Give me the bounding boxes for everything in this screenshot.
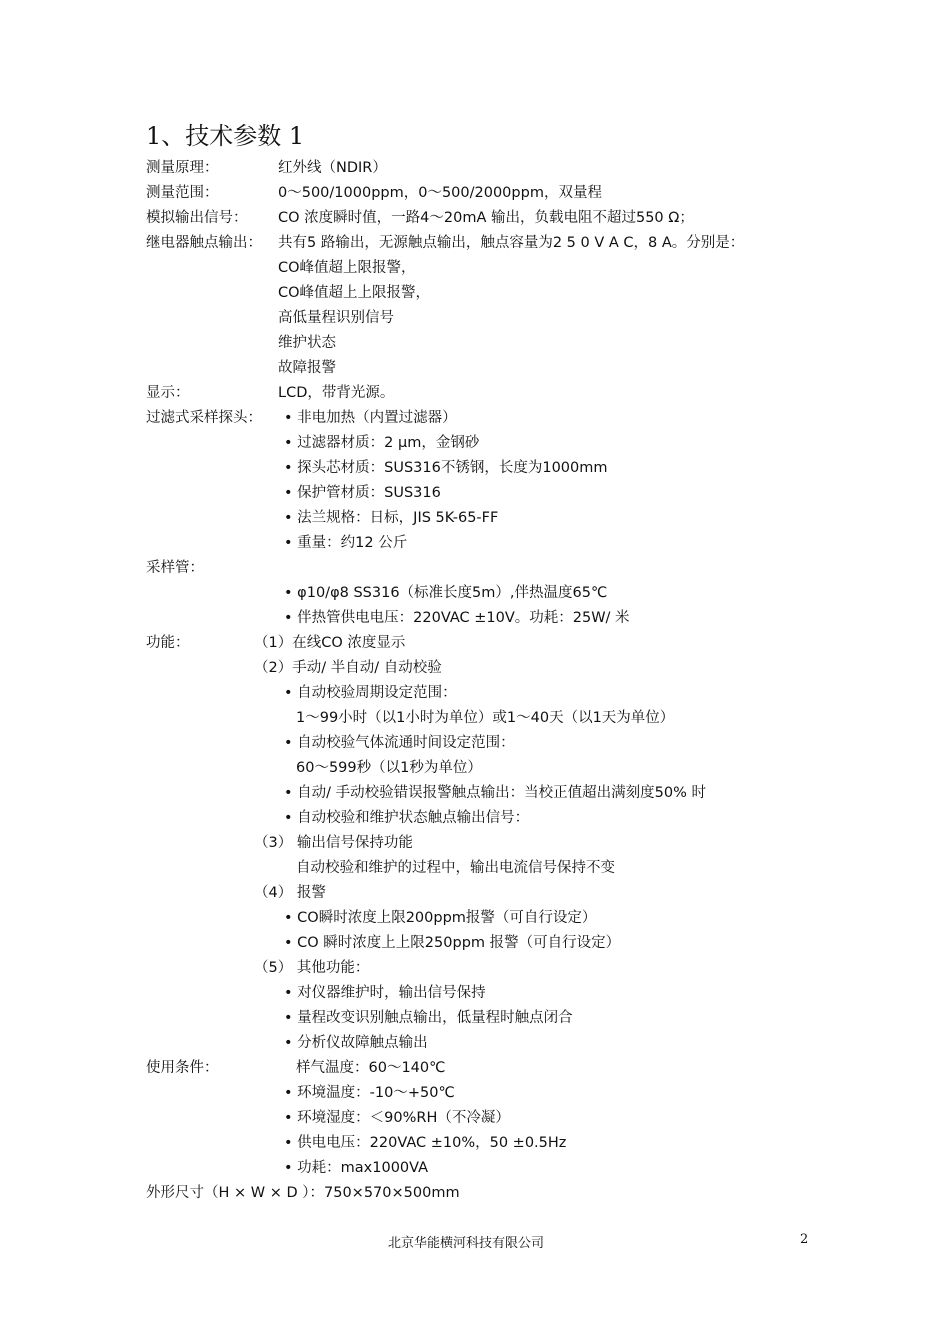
footer-company: 北京华能横河科技有限公司 (388, 1236, 545, 1251)
text-line: （5） 其他功能： (254, 960, 370, 976)
text-line: • 保护管材质：SUS316 (284, 485, 441, 501)
text-line: • φ10/φ8 SS316（标准长度5m）,伴热温度65℃ (284, 585, 608, 601)
text-line: • 量程改变识别触点输出，低量程时触点闭合 (284, 1010, 573, 1026)
text-line: • 环境温度：-10～+50℃ (284, 1085, 455, 1101)
text-line: 过滤式采样探头： (146, 410, 262, 426)
text-line: 高低量程识别信号 (278, 310, 394, 326)
text-line: • 自动校验周期设定范围： (284, 685, 457, 701)
text-line: • 供电电压：220VAC ±10%，50 ±0.5Hz (284, 1135, 567, 1151)
page-title: 1、技术参数 1 (146, 122, 305, 150)
text-line: 功能： (146, 635, 190, 651)
text-line: • 重量：约12 公斤 (284, 535, 408, 551)
text-line: （3） 输出信号保持功能 (254, 835, 413, 851)
text-line: 测量范围： (146, 185, 219, 201)
text-line: 60～599秒（以1秒为单位） (296, 760, 482, 776)
text-line: 1～99小时（以1小时为单位）或1～40天（以1天为单位） (296, 710, 675, 726)
text-line: LCD，带背光源。 (278, 385, 395, 401)
text-line: （4） 报警 (254, 885, 326, 901)
text-line: • CO瞬时浓度上限200ppm报警（可自行设定） (284, 910, 597, 926)
text-line: • 功耗：max1000VA (284, 1160, 429, 1176)
text-line: • 探头芯材质：SUS316不锈钢，长度为1000mm (284, 460, 608, 476)
text-line: • 分析仪故障触点输出 (284, 1035, 428, 1051)
text-line: CO峰值超上限报警， (278, 260, 416, 276)
text-line: 自动校验和维护的过程中，输出电流信号保持不变 (296, 860, 615, 876)
text-line: • 自动校验气体流通时间设定范围： (284, 735, 515, 751)
text-line: （1）在线CO 浓度显示 (254, 635, 406, 651)
text-line: 样气温度：60～140℃ (296, 1060, 446, 1076)
text-line: • 法兰规格：日标，JIS 5K-65-FF (284, 510, 499, 526)
text-line: 使用条件： (146, 1060, 219, 1076)
text-line: • 对仪器维护时，输出信号保持 (284, 985, 486, 1001)
text-line: • 自动校验和维护状态触点输出信号： (284, 810, 530, 826)
text-line: 故障报警 (278, 360, 336, 376)
text-line: 红外线（NDIR） (278, 160, 387, 176)
text-line: 外形尺寸（H × W × D ）：750×570×500mm (146, 1185, 460, 1201)
text-line: 采样管： (146, 560, 204, 576)
text-line: 继电器触点输出： (146, 235, 262, 251)
text-line: （2）手动/ 半自动/ 自动校验 (254, 660, 442, 676)
text-line: • 伴热管供电电压：220VAC ±10V。功耗：25W/ 米 (284, 610, 630, 626)
text-line: 共有5 路输出，无源触点输出，触点容量为2 5 0 V A C，8 A。分别是： (278, 235, 745, 251)
text-line: • 非电加热（内置过滤器） (284, 410, 457, 426)
text-line: 测量原理： (146, 160, 219, 176)
text-line: • CO 瞬时浓度上上限250ppm 报警（可自行设定） (284, 935, 621, 951)
text-line: • 过滤器材质：2 μm，金钢砂 (284, 435, 480, 451)
page-number: 2 (800, 1232, 809, 1247)
text-line: 显示： (146, 385, 190, 401)
text-line: • 自动/ 手动校验错误报警触点输出：当校正值超出满刻度50% 时 (284, 785, 706, 801)
text-line: • 环境湿度：＜90%RH（不冷凝） (284, 1110, 510, 1126)
text-line: CO峰值超上上限报警， (278, 285, 431, 301)
text-line: 维护状态 (278, 335, 336, 351)
text-line: CO 浓度瞬时值，一路4～20mA 输出，负载电阻不超过550 Ω； (278, 210, 694, 226)
text-line: 模拟输出信号： (146, 210, 248, 226)
text-line: 0～500/1000ppm，0～500/2000ppm，双量程 (278, 185, 602, 201)
